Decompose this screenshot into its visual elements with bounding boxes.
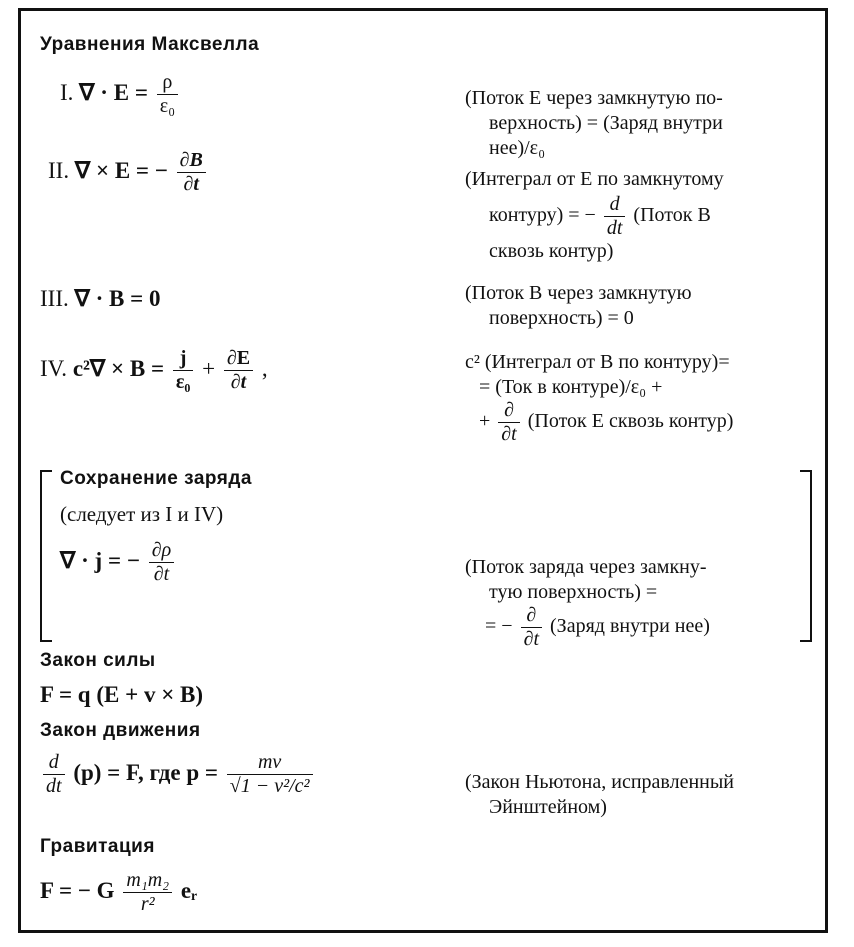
- eq4-plus: +: [202, 355, 216, 381]
- eq1-label: I.: [60, 79, 74, 105]
- charge-den: ∂t: [153, 563, 170, 585]
- eq4-num1: j: [173, 348, 194, 371]
- eq3-lhs: ∇ · B = 0: [74, 286, 161, 311]
- eq4-fraction-2: [224, 348, 253, 393]
- eq1-fraction: [157, 72, 178, 117]
- right-bracket: [800, 470, 812, 642]
- equation-3: [40, 286, 161, 312]
- motion-note-line: Эйнштейном): [489, 796, 607, 818]
- gravity-num: m₁m₂: [123, 870, 172, 893]
- charge-heading: Сохранение заряда: [60, 468, 252, 489]
- left-bracket: [40, 470, 52, 642]
- eq2-num: ∂B: [177, 150, 206, 173]
- eq2-note: [465, 167, 724, 264]
- eq4-note-line: [465, 400, 733, 445]
- eq4-note: [465, 350, 733, 445]
- eq2-note-line: [465, 194, 724, 239]
- charge-lhs: ∇ · j = −: [60, 547, 140, 573]
- motion-fraction-2: [227, 752, 313, 797]
- force-equation: F = q (E + v × B): [40, 682, 204, 707]
- eq3-label: III.: [40, 286, 69, 311]
- eq1-num: ρ: [157, 72, 178, 95]
- motion-mid: (p) = F, где p =: [73, 759, 219, 785]
- eq4-comma: ,: [261, 355, 268, 381]
- eq4-lhs: c²∇ × B =: [72, 355, 165, 381]
- charge-subtitle: (следует из I и IV): [60, 502, 224, 526]
- charge-note-num: ∂: [521, 605, 542, 628]
- eq4-num2: ∂E: [224, 348, 253, 371]
- charge-note-line: [465, 605, 710, 650]
- charge-note-line: тую поверхность) =: [489, 581, 658, 603]
- charge-note-den: ∂t: [523, 628, 540, 650]
- motion-num2: mv: [227, 752, 313, 775]
- equation-1: [60, 72, 181, 117]
- motion-fraction-1: [43, 752, 65, 797]
- motion-equation: [40, 752, 316, 797]
- eq2-fraction: [177, 150, 206, 195]
- maxwell-heading: Уравнения Максвелла: [40, 34, 260, 55]
- eq1-note: [465, 86, 723, 161]
- eq2-note-fraction: [604, 194, 626, 239]
- eq2-note-line: сквозь контур): [489, 240, 614, 262]
- motion-den2: √1 − v²/c²: [229, 775, 310, 797]
- gravity-den: r²: [140, 893, 155, 915]
- eq4-note-num: ∂: [498, 400, 519, 423]
- eq1-lhs: ∇ · E =: [79, 79, 148, 105]
- charge-note-text: = −: [485, 615, 513, 638]
- eq2-den: ∂t: [183, 173, 199, 195]
- eq4-label: IV.: [40, 355, 68, 381]
- motion-note: [465, 770, 734, 820]
- charge-note-fraction: [521, 605, 542, 650]
- eq4-note-text: (Поток E сквозь контур): [527, 410, 734, 433]
- eq1-den: ε₀: [159, 95, 176, 117]
- equation-2: [48, 150, 209, 195]
- motion-note-line: (Закон Ньютона, исправленный: [465, 771, 735, 793]
- eq2-lhs: ∇ × E = −: [74, 157, 168, 183]
- eq3-note-line: поверхность) = 0: [489, 307, 634, 329]
- eq1-note-line: верхность) = (Заряд внутри: [489, 112, 723, 134]
- eq2-note-den: dt: [606, 217, 623, 239]
- equation-4: [40, 348, 268, 393]
- charge-num: ∂ρ: [149, 540, 174, 563]
- force-heading: Закон силы: [40, 650, 156, 671]
- eq1-note-line: (Поток E через замкнутую по-: [465, 87, 723, 109]
- gravity-tail: eᵣ: [180, 877, 197, 903]
- eq4-note-text: +: [479, 410, 491, 433]
- gravity-equation: [40, 870, 197, 915]
- eq4-fraction-1: [173, 348, 194, 393]
- eq1-note-line: нее)/ε₀: [489, 137, 546, 159]
- eq4-den2: ∂t: [230, 371, 247, 393]
- gravity-lhs: F = − G: [40, 877, 115, 903]
- eq4-note-line: = (Ток в контуре)/ε₀ +: [479, 376, 663, 398]
- gravity-heading: Гравитация: [40, 836, 155, 857]
- eq2-note-text: контуру) = −: [489, 204, 596, 227]
- eq3-note-line: (Поток B через замкнутую: [465, 282, 692, 304]
- motion-heading: Закон движения: [40, 720, 201, 741]
- charge-note-line: (Поток заряда через замкну-: [465, 556, 707, 578]
- gravity-fraction: [123, 870, 172, 915]
- charge-fraction: [149, 540, 174, 585]
- eq4-note-den: ∂t: [501, 423, 517, 445]
- charge-equation: [60, 540, 177, 585]
- eq4-note-fraction: [498, 400, 519, 445]
- charge-note-text: (Заряд внутри нее): [550, 615, 710, 638]
- eq2-note-text: (Поток B: [633, 204, 711, 227]
- eq2-note-num: d: [604, 194, 626, 217]
- eq3-note: [465, 281, 692, 331]
- motion-num: d: [43, 752, 65, 775]
- eq4-note-line: c² (Интеграл от B по контуру)=: [465, 351, 730, 373]
- eq2-note-line: (Интеграл от E по замкнутому: [465, 168, 724, 190]
- motion-den: dt: [46, 775, 62, 797]
- eq4-den1: ε₀: [175, 371, 191, 393]
- eq2-label: II.: [48, 157, 70, 183]
- charge-note: [465, 555, 710, 650]
